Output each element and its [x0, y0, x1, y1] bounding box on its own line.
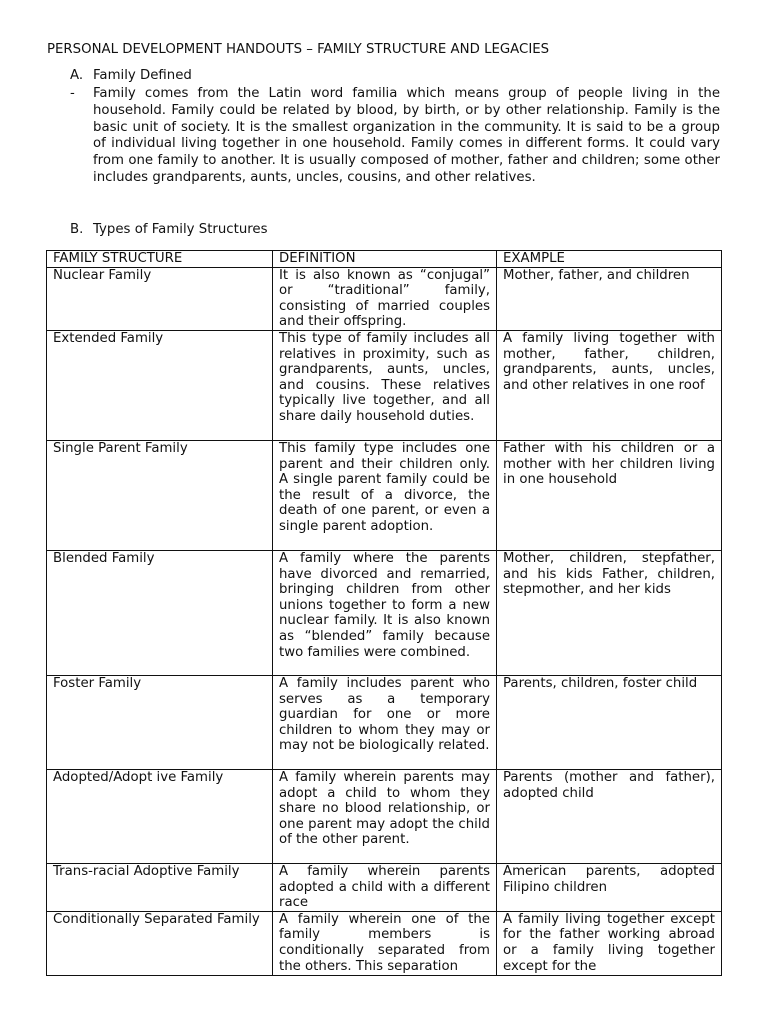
example-cell: American parents, adopted Filipino children [497, 863, 722, 911]
section-a-title: Family Defined [93, 68, 192, 83]
section-b-heading [70, 222, 268, 238]
definition-cell: It is also known as “conjugal” or “traditional” family, consisting of married couples and their offspring. [273, 267, 497, 330]
example-cell: A family living together with mother, father, children, grandparents, aunts, uncles, and other relatives in one roof [497, 330, 722, 440]
structure-cell: Conditionally Separated Family [47, 911, 273, 975]
table-row [47, 267, 722, 330]
table-header-row [47, 251, 722, 268]
definition-cell: A family wherein one of the family members is conditionally separated from the others. This separation [273, 911, 497, 975]
example-cell: A family living together except for the father working abroad or a family living together except for the [497, 911, 722, 975]
structure-cell: Trans-racial Adoptive Family [47, 863, 273, 911]
header-definition: DEFINITION [273, 251, 497, 268]
definition-cell: This type of family includes all relatives in proximity, such as grandparents, aunts, uncles, and cousins. These relatives typically live together, and all share daily household duties. [273, 330, 497, 440]
page-title: PERSONAL DEVELOPMENT HANDOUTS – FAMILY STRUCTURE AND LEGACIES [47, 42, 550, 57]
example-cell: Mother, children, stepfather, and his kids Father, children, stepmother, and her kids [497, 550, 722, 675]
definition-cell: A family wherein parents adopted a child with a different race [273, 863, 497, 911]
example-cell: Parents, children, foster child [497, 675, 722, 769]
section-b-marker: B. [70, 222, 84, 237]
structure-cell: Adopted/Adopt ive Family [47, 769, 273, 863]
example-cell: Mother, father, and children [497, 267, 722, 330]
header-family-structure: FAMILY STRUCTURE [47, 251, 273, 268]
definition-cell: A family includes parent who serves as a temporary guardian for one or more children to whom they may or may not be biologically related. [273, 675, 497, 769]
structure-cell: Nuclear Family [47, 267, 273, 330]
table-row [47, 675, 722, 769]
definition-cell: A family where the parents have divorced and remarried, bringing children from other unions together to form a new nuclear family. It is also known as “blended” family because two families were combined. [273, 550, 497, 675]
example-cell: Father with his children or a mother with her children living in one household [497, 440, 722, 550]
section-a-marker: A. [70, 68, 84, 83]
structure-cell: Extended Family [47, 330, 273, 440]
family-definition-paragraph: Family comes from the Latin word familia which means group of people living in the household. Family could be related by blood, by birth, or by other relationship. Family is the basic unit of society. It is the smallest organization in the community. It is said to be a group of individual living together in one household. Family comes in different forms. It could vary from one family to another. It is usually composed of mother, father and children; some other includes grandparents, aunts, uncles, cousins, and other relatives. [93, 86, 720, 185]
table-row [47, 769, 722, 863]
table-row [47, 550, 722, 675]
definition-cell: This family type includes one parent and their children only. A single parent family could be the result of a divorce, the death of one parent, or even a single parent adoption. [273, 440, 497, 550]
bullet-dash: - [70, 86, 75, 101]
table-row [47, 440, 722, 550]
structure-cell: Foster Family [47, 675, 273, 769]
section-a-heading [70, 68, 192, 84]
structure-cell: Single Parent Family [47, 440, 273, 550]
family-structures-table [46, 250, 722, 976]
table-row [47, 911, 722, 975]
section-b-title: Types of Family Structures [93, 222, 268, 237]
structure-cell: Blended Family [47, 550, 273, 675]
table-row [47, 330, 722, 440]
header-example: EXAMPLE [497, 251, 722, 268]
definition-cell: A family wherein parents may adopt a child to whom they share no blood relationship, or one parent may adopt the child of the other parent. [273, 769, 497, 863]
table-row [47, 863, 722, 911]
example-cell: Parents (mother and father), adopted child [497, 769, 722, 863]
